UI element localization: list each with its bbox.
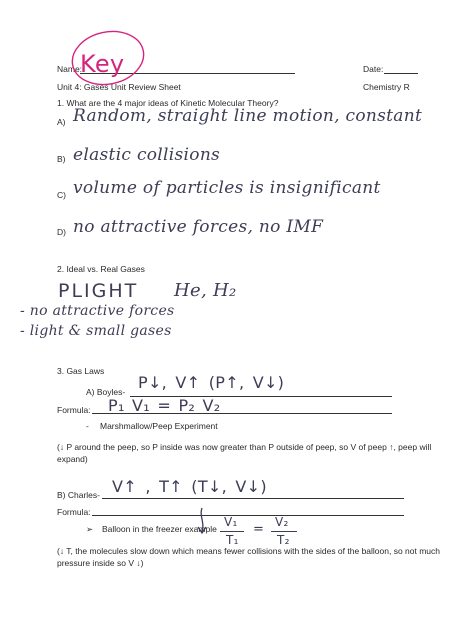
q1-answer-b: elastic collisions xyxy=(73,145,221,165)
name-answer: Key xyxy=(80,50,125,78)
charles-formula-t1: T₁ xyxy=(226,533,239,547)
boyles-bullet: - xyxy=(86,421,89,431)
charles-line xyxy=(102,498,404,499)
q1-answer-d-label: D) xyxy=(57,227,66,237)
date-line xyxy=(384,73,418,74)
charles-bullet: ➢ xyxy=(86,524,94,534)
q1-answer-a-label: A) xyxy=(57,117,66,127)
boyles-relation: P↓, V↑ (P↑, V↓) xyxy=(138,373,285,392)
charles-explanation: (↓ T, the molecules slow down which means fewer collisions with the sides of the balloon, so not much pressure inside so V ↓) xyxy=(57,546,441,568)
charles-formula-t2: T₂ xyxy=(277,533,290,547)
q1-answer-c: volume of particles is insignificant xyxy=(73,178,381,198)
date-label: Date: xyxy=(363,64,384,74)
q2-mnemonic: PLIGHT xyxy=(58,280,139,302)
charles-fraction-bar-2 xyxy=(271,531,297,532)
charles-relation: V↑ , T↑ (T↓, V↓) xyxy=(112,477,267,496)
q3-question: 3. Gas Laws xyxy=(57,366,105,376)
charles-formula-equals: = xyxy=(253,522,265,537)
course-name: Chemistry R xyxy=(363,82,410,92)
charles-formula-label: Formula: xyxy=(57,507,91,517)
q1-answer-d: no attractive forces, no IMF xyxy=(73,217,324,237)
unit-title: Unit 4: Gases Unit Review Sheet xyxy=(57,82,181,92)
down-arrow-icon xyxy=(195,506,209,536)
q2-examples: He, H₂ xyxy=(174,280,237,301)
q1-answer-a: Random, straight line motion, constant xyxy=(73,106,423,126)
q2-note-2: - light & small gases xyxy=(20,323,172,339)
charles-formula-v1: V₁ xyxy=(224,515,238,529)
q1-question: 1. What are the 4 major ideas of Kinetic Molecular Theory? xyxy=(57,98,279,108)
boyles-label: A) Boyles- xyxy=(86,387,126,397)
charles-formula-v2: V₂ xyxy=(275,515,289,529)
circle-mark-icon xyxy=(68,28,148,88)
boyles-explanation: (↓ P around the peep, so P inside was now greater than P outside of peep, so V of peep ↑, peep will expand) xyxy=(57,442,432,464)
q2-note-1: - no attractive forces xyxy=(20,303,175,319)
boyles-formula: P₁ V₁ = P₂ V₂ xyxy=(108,396,221,415)
q1-answer-c-label: C) xyxy=(57,190,66,200)
boyles-experiment: Marshmallow/Peep Experiment xyxy=(100,421,218,431)
boyles-formula-label: Formula: xyxy=(57,405,91,415)
charles-experiment: Balloon in the freezer example xyxy=(102,524,217,534)
q2-question: 2. Ideal vs. Real Gases xyxy=(57,264,145,274)
charles-label: B) Charles- xyxy=(57,490,100,500)
q1-answer-b-label: B) xyxy=(57,154,66,164)
name-label: Name: xyxy=(57,64,83,74)
charles-fraction-bar-1 xyxy=(220,531,244,532)
charles-formula-line xyxy=(92,515,404,516)
